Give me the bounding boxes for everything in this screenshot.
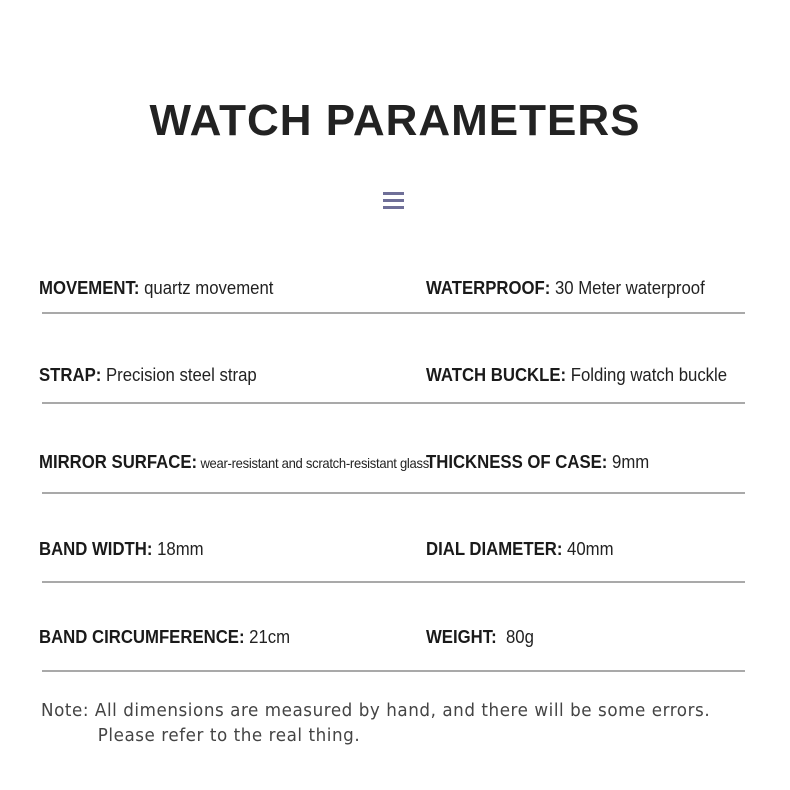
param-value: Folding watch buckle [566, 365, 728, 385]
row-divider [42, 670, 745, 672]
row-divider [42, 402, 745, 404]
param-label: MIRROR SURFACE: [39, 452, 198, 472]
param-label: DIAL DIAMETER: [426, 539, 563, 559]
param-value: 18mm [152, 539, 204, 559]
param-label: THICKNESS OF CASE: [426, 452, 608, 472]
param-label: BAND CIRCUMFERENCE: [39, 627, 245, 647]
param-mirror-surface [39, 451, 429, 474]
row-divider [42, 312, 745, 314]
param-value: Precision steel strap [101, 365, 257, 385]
measurement-note [41, 698, 711, 748]
param-value: quartz movement [139, 278, 274, 298]
param-value: 9mm [607, 452, 650, 472]
param-watch-buckle [426, 364, 727, 386]
row-divider [42, 492, 745, 494]
page-title: WATCH PARAMETERS [149, 96, 641, 145]
param-waterproof [426, 277, 705, 299]
note-line-1: Note: All dimensions are measured by hand, and there will be some errors. [41, 700, 711, 721]
param-value: wear-resistant and scratch-resistant glass [197, 455, 429, 471]
param-value: 40mm [562, 539, 614, 559]
param-label: BAND WIDTH: [39, 539, 153, 559]
param-band-width [39, 538, 204, 560]
param-value: 30 Meter waterproof [550, 278, 705, 298]
param-label: WEIGHT: [426, 627, 497, 647]
param-label: WATERPROOF: [426, 278, 551, 298]
row-divider [42, 581, 745, 583]
param-label: MOVEMENT: [39, 278, 140, 298]
param-label: STRAP: [39, 365, 102, 385]
param-movement [39, 277, 273, 299]
note-line-2: Please refer to the real thing. [97, 725, 361, 746]
param-thickness-of-case [426, 451, 649, 473]
param-dial-diameter [426, 538, 614, 560]
param-value: 80g [496, 627, 534, 647]
param-band-circumference [39, 626, 290, 648]
param-weight [426, 626, 534, 648]
param-label: WATCH BUCKLE: [426, 365, 567, 385]
param-strap [39, 364, 257, 386]
param-value: 21cm [244, 627, 291, 647]
